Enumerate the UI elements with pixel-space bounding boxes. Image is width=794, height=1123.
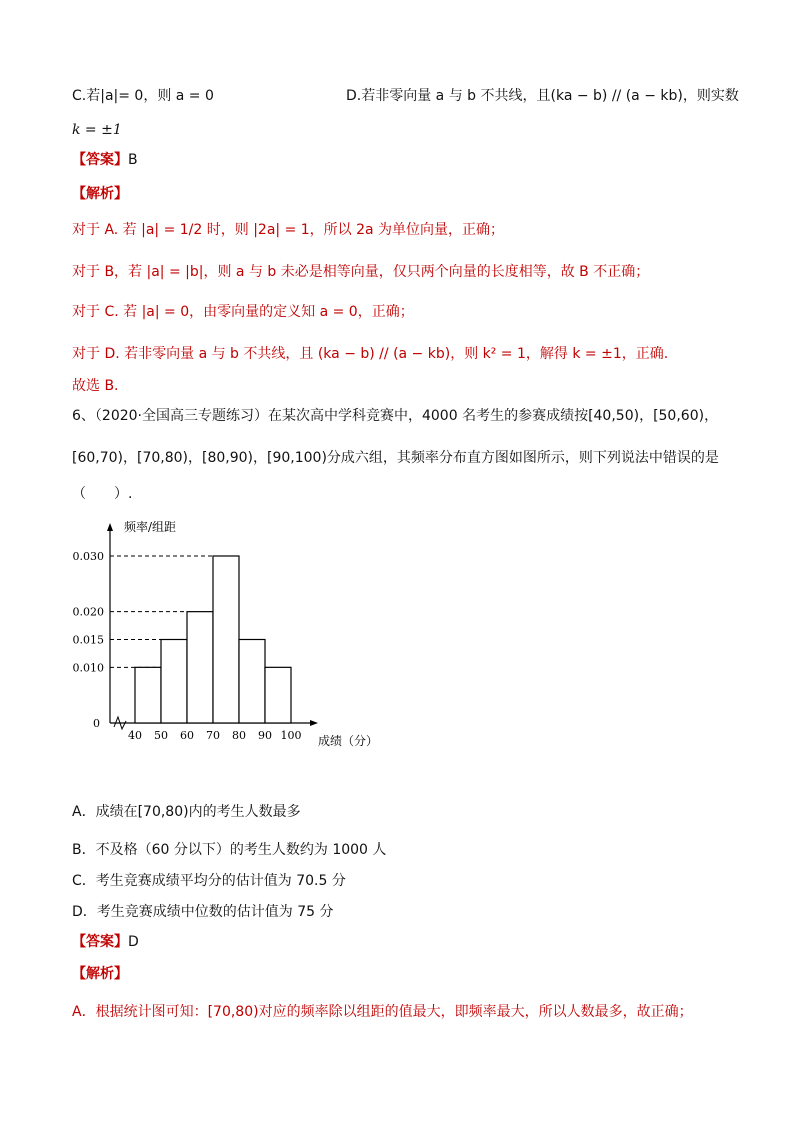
solution-a: 对于 A. 若 |a| = 1/2 时，则 |2a| = 1，所以 2a 为单位向量，正确；: [72, 222, 505, 238]
conclusion: 故选 B.: [72, 378, 119, 394]
histogram-bar: [265, 667, 291, 723]
x-tick-label: 60: [180, 729, 194, 742]
origin-label: 0: [93, 717, 100, 730]
choice-b: B．不及格（60 分以下）的考生人数约为 1000 人: [72, 842, 387, 858]
x-axis-arrow: [310, 720, 318, 726]
answer-row: [72, 150, 138, 170]
answer-row-2: [72, 932, 139, 952]
y-tick-label: 0.010: [72, 661, 104, 675]
answer-label: 【答案】: [72, 152, 128, 168]
histogram-bar: [187, 612, 213, 723]
option-d: D.若非零向量 a 与 b 不共线，且(ka − b) // (a − kb)，则实数: [346, 88, 739, 104]
answer-value: B: [128, 152, 138, 168]
histogram-bar: [135, 667, 161, 723]
answer-label-2: 【答案】: [72, 934, 128, 950]
y-tick-label: 0.030: [72, 549, 104, 563]
y-axis-title: 频率/组距: [124, 520, 177, 534]
histogram-bar: [239, 639, 265, 723]
x-axis-title: 成绩（分）: [318, 734, 379, 748]
option-c: C.若|a|= 0，则 a = 0: [72, 88, 214, 104]
analysis-label-2: 【解析】: [72, 966, 128, 982]
frequency-histogram: [60, 515, 390, 755]
y-axis-arrow: [107, 523, 113, 531]
x-tick-label: 40: [128, 729, 142, 742]
y-tick-label: 0.015: [72, 633, 104, 647]
x-tick-label: 80: [232, 729, 246, 742]
analysis-label: 【解析】: [72, 186, 128, 202]
question-6-line-2: [60,70)，[70,80)，[80,90)，[90,100)分成六组，其频率分布直方图如图所示，则下列说法中错误的是: [72, 450, 719, 466]
solution-d: 对于 D. 若非零向量 a 与 b 不共线，且 (ka − b) // (a − kb)，则 k² = 1，解得 k = ±1，正确.: [72, 346, 669, 362]
option-d-continued: k = ±1: [72, 122, 122, 138]
question-6-line-1: 6、（2020·全国高三专题练习）在某次高中学科竞赛中，4000 名考生的参赛成绩按[40,50)，[50,60)，: [72, 408, 719, 424]
solution-b: 对于 B，若 |a| = |b|，则 a 与 b 未必是相等向量，仅只两个向量的长度相等，故 B 不正确；: [72, 264, 650, 280]
choice-c: C．考生竞赛成绩平均分的估计值为 70.5 分: [72, 873, 346, 889]
solution-c: 对于 C. 若 |a| = 0，由零向量的定义知 a = 0，正确；: [72, 304, 414, 320]
y-tick-label: 0.020: [72, 605, 104, 619]
x-tick-label: 50: [154, 729, 168, 742]
histogram-bar: [213, 556, 239, 723]
choice-a: A．成绩在[70,80)内的考生人数最多: [72, 804, 301, 820]
x-tick-label: 70: [206, 729, 220, 742]
histogram-bar: [161, 639, 187, 723]
x-tick-label: 100: [280, 729, 302, 742]
answer-value-2: D: [128, 934, 139, 950]
solution-2-a: A．根据统计图可知：[70,80)对应的频率除以组距的值最大，即频率最大，所以人数最多，故正确；: [72, 1004, 693, 1020]
choice-d: D．考生竞赛成绩中位数的估计值为 75 分: [72, 904, 334, 920]
question-6-line-3: （ ）.: [72, 486, 133, 502]
x-tick-label: 90: [258, 729, 272, 742]
